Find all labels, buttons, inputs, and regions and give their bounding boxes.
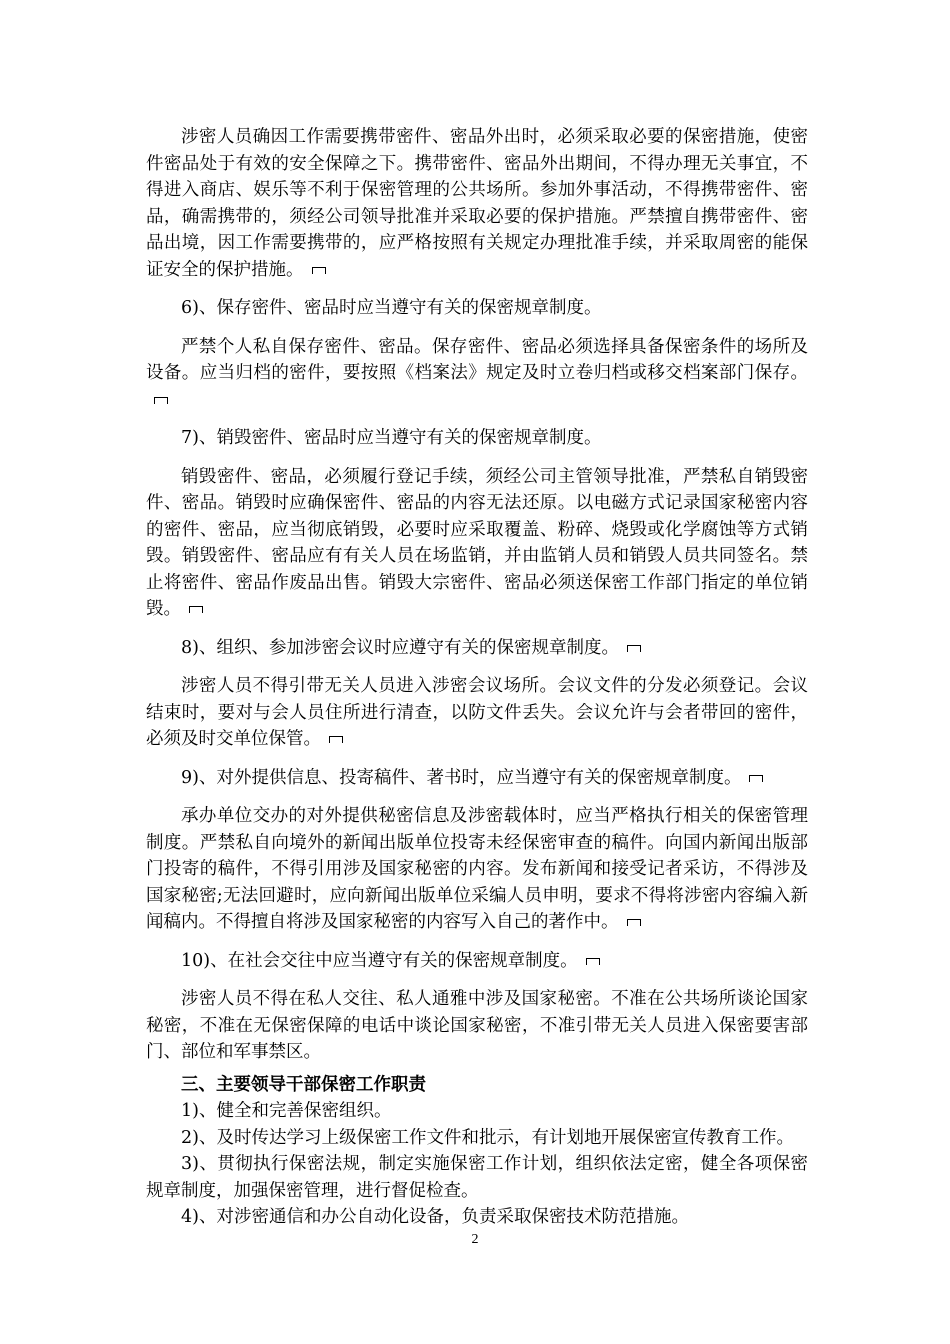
paragraph-social-contact (146, 986, 808, 1066)
item-10-heading (146, 948, 808, 975)
section-heading: 三、主要领导干部保密工作职责 (181, 1074, 426, 1095)
paragraph-text: 10)、在社会交往中应当遵守有关的保密规章制度。 (181, 950, 578, 971)
paragraph-text: 承办单位交办的对外提供秘密信息及涉密载体时，应当严格执行相关的保密管理制度。严禁私自向境外的新闻出版单位投寄未经保密审查的稿件。向国内新闻出版部门投寄的稿件，不得引用涉及国家秘密的内容。发布新闻和接受记者采访，不得涉及国家秘密;无法回避时，应向新闻出版单位采编人员申明，要求不得将涉密内容编入新闻稿内。不得擅自将涉及国家秘密的内容写入自己的著作中。 (146, 806, 808, 932)
paragraph-meetings (146, 673, 808, 753)
paragraph-mark-icon (627, 919, 641, 926)
document-body (146, 124, 808, 1231)
item-6-heading (146, 295, 808, 322)
paragraph-mark-icon (749, 775, 763, 782)
paragraph-text: 严禁个人私自保存密件、密品。保存密件、密品必须选择具备保密条件的场所及设备。应当归档的密件，要按照《档案法》规定及时立卷归档或移交档案部门保存。 (146, 336, 808, 383)
paragraph-mark-icon (627, 645, 641, 652)
item-9-heading (146, 765, 808, 792)
paragraph-text: 6)、保存密件、密品时应当遵守有关的保密规章制度。 (181, 298, 602, 318)
paragraph-text: 涉密人员确因工作需要携带密件、密品外出时，必须采取必要的保密措施，使密件密品处于有效的安全保障之下。携带密件、密品外出期间，不得办理无关事宜，不得进入商店、娱乐等不利于保密管理的公共场所。参加外事活动，不得携带密件、密品，确需携带的，须经公司领导批准并采取必要的保护措施。严禁擅自携带密件、密品出境，因工作需要携带的，应严格按照有关规定办理批准手续，并采取周密的能保证安全的保护措施。 (146, 127, 808, 280)
paragraph-mark-icon (586, 958, 600, 965)
paragraph-destruction (146, 464, 808, 623)
paragraph-external-info (146, 803, 808, 936)
paragraph-carry-secrets-abroad (146, 124, 808, 283)
item-8-heading (146, 635, 808, 662)
paragraph-text: 涉密人员不得在私人交往、私人通雅中涉及国家秘密。不准在公共场所谈论国家秘密，不准在无保密保障的电话中谈论国家秘密，不准引带无关人员进入保密要害部门、部位和军事禁区。 (146, 989, 808, 1062)
paragraph-mark-icon (329, 736, 343, 743)
page-number: 2 (471, 1232, 479, 1247)
paragraph-text: 8)、组织、参加涉密会议时应遵守有关的保密规章制度。 (181, 637, 619, 658)
paragraph-text: 7)、销毁密件、密品时应当遵守有关的保密规章制度。 (181, 428, 602, 448)
section-item: 4)、对涉密通信和办公自动化设备，负责采取保密技术防范措施。 (181, 1207, 689, 1227)
section-item: 2)、及时传达学习上级保密工作文件和批示，有计划地开展保密宣传教育工作。 (181, 1127, 794, 1148)
paragraph-mark-icon (312, 267, 326, 274)
paragraph-storage (146, 334, 808, 414)
paragraph-text: 销毁密件、密品，必须履行登记手续，须经公司主管领导批准，严禁私自销毁密件、密品。销毁时应确保密件、密品的内容无法还原。以电磁方式记录国家秘密内容的密件、密品，应当彻底销毁，必要时应采取覆盖、粉碎、烧毁或化学腐蚀等方式销毁。销毁密件、密品应有有关人员在场监销，并由监销人员和销毁人员共同签名。禁止将密件、密品作废品出售。销毁大宗密件、密品必须送保密工作部门指定的单位销毁。 (146, 466, 808, 619)
paragraph-mark-icon (189, 606, 203, 613)
paragraph-text: 涉密人员不得引带无关人员进入涉密会议场所。会议文件的分发必须登记。会议结束时，要对与会人员住所进行清查，以防文件丢失。会议允许与会者带回的密件，必须及时交单位保管。 (146, 676, 808, 749)
section-item: 1)、健全和完善保密组织。 (181, 1101, 392, 1121)
item-7-heading (146, 425, 808, 452)
paragraph-text: 9)、对外提供信息、投寄稿件、著书时，应当遵守有关的保密规章制度。 (181, 767, 742, 788)
paragraph-mark-icon (154, 397, 168, 404)
section-item: 3)、贯彻执行保密法规，制定实施保密工作计划，组织依法定密，健全各项保密规章制度，加强保密管理，进行督促检查。 (146, 1154, 808, 1201)
